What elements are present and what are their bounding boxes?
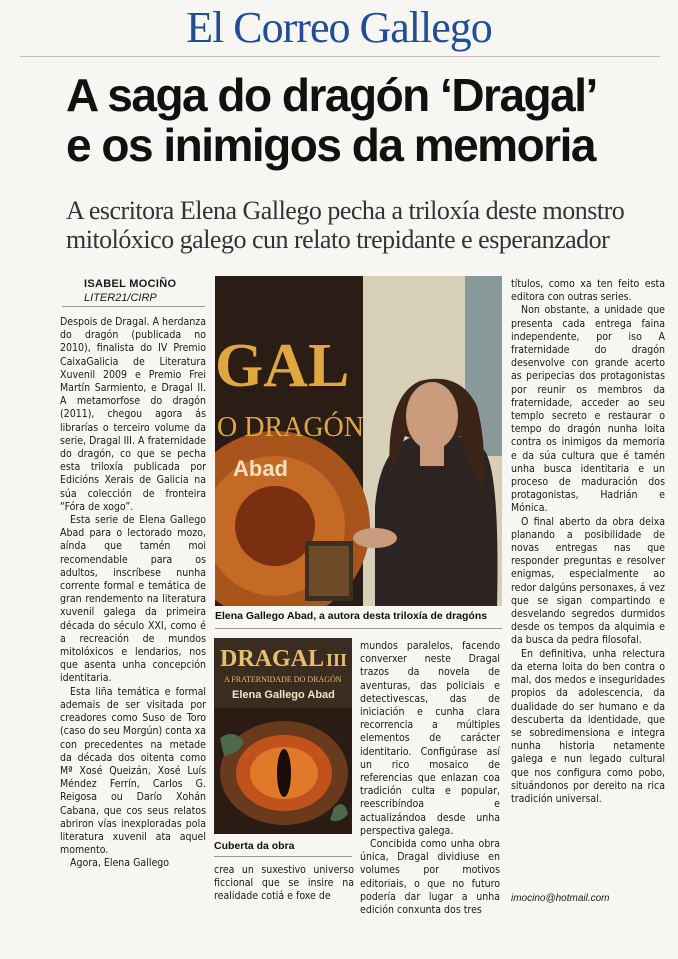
subtitle-line-1: A escritora Elena Gallego pecha a triloxía deste monstro (66, 196, 625, 225)
byline-divider (62, 306, 205, 307)
paragraph: Agora, Elena Gallego (70, 857, 170, 870)
cover-caption: Cuberta da obra (214, 840, 295, 852)
cover-subtitle: A FRATERNIDADE DO DRAGÓN (224, 675, 342, 684)
byline (84, 277, 204, 305)
byline-agency: LITER21/CIRP (84, 292, 157, 304)
cover-series: DRAGAL (220, 646, 325, 672)
paragraph: Non obstante, a unidade que presenta cada entrega faina independente, por iso A fraternidade do dragón desenvolve con grande acerto as peripecias dos protagonistas por reunir os membros da fraternidade, acceder ao seu templo secreto e restaurar o tempo do dragón nunha loita contra os inimigos da memoria e da súa cultura que é tamén unha busca identitaria e un proceso de maduración dos protagonistas, Hadrián e Mónica. (511, 304, 665, 515)
masthead-logo: El Correo Gallego (186, 3, 492, 52)
paragraph: Esta liña temática e formal ademais de ser visitada por creadores como Suso de Toro (caso do seu Morgún) conta xa con precedentes na metade da década dos oitenta como Mª Xosé Queizán, Xosé Luís Méndez Ferrín, Carlos G. Reigosa ou Darío Xohán Cabana, que cos seus relatos abriron vías inexploradas pola literatura xuvenil ata aquel momento. (60, 685, 206, 857)
caption-divider (215, 628, 502, 629)
cover-numeral: III (326, 650, 348, 670)
book-cover (214, 638, 352, 834)
headline-line-2: e os inimigos da memoria (66, 119, 595, 171)
article-column-1 (60, 316, 206, 871)
paragraph: mundos paralelos, facendo converxer neste Dragal trazos da novela de aventuras, das policiais e detectivescas, das de iniciación e cunha clara recorrencia a múltiples elementos de carácter identitario. Configúrase así un rico mosaico de referencias que enlazan coa tradición culta e popular, reescribíndoa e actualizándoa desde unha perspectiva galega. (360, 640, 500, 837)
headline-line-1: A saga do dragón ‘Dragal’ (66, 69, 597, 121)
photo-caption: Elena Gallego Abad, a autora desta triloxía de dragóns (215, 610, 488, 622)
paragraph: O final aberto da obra deixa planando a posibilidade de novas entregas nas que responder preguntas e resolver enigmas, especialmente ao redor dalgúns personaxes, á vez que se sigan compartindo e desvelando segredos durmidos desde os tempos da alquimia e da busca da pedra filosofal. (511, 515, 665, 647)
article-column-3 (511, 278, 665, 806)
paragraph: crea un suxestivo universo ficcional que se insire na realidade cotiá e foxe de (214, 864, 354, 903)
cover-caption-divider (214, 856, 352, 857)
article-column-2 (360, 640, 500, 917)
paragraph: títulos, como xa ten feito esta editora con outras series. (511, 278, 665, 304)
paragraph: En definitiva, unha relectura da eterna loita do ben contra o mal, dos medos e inseguridades propios da adolescencia, da dualidade do ser humano e da descuberta da identidade, que se sobredimensiona e integra nunha historia netamente galega e nun legado cultural que nos configura como pobo, situándonos por dereito na rica tradición universal. (511, 647, 665, 805)
banner-title: GAL (215, 332, 350, 400)
cover-author: Elena Gallego Abad (232, 689, 335, 701)
byline-author: ISABEL MOCIÑO (84, 278, 177, 290)
banner-subtitle: O DRAGÓN (217, 412, 364, 443)
book-cover-illustration (214, 638, 352, 834)
paragraph: Despois de Dragal. A herdanza do dragón (publicada no 2010), finalista do IV Premio CaixaGalicia de Literatura Xuvenil 2009 e Premio Frei Martín Sarmiento, e Dragal II. A metamorfose do dragón (2011), chegou agora ás librarías o terceiro volume da serie, Dragal III. A fraternidade do dragón, co que se pecha esta triloxía publicada por Edicións Xerais de Galicia na súa colección de fronteira “Fóra de xogo”. (60, 316, 206, 513)
paragraph: Concibida como unha obra única, Dragal dividiuse en volumes por motivos editoriais, o que no futuro podería dar lugar a unha edición conxunta dos tres (360, 838, 500, 917)
author-photo (215, 276, 502, 606)
author-email: imocino@hotmail.com (511, 893, 610, 904)
masthead-divider (20, 56, 660, 57)
subtitle-line-2: mitolóxico galego cun relato trepidante e esperanzador (66, 225, 610, 254)
banner-author: Abad (233, 456, 288, 481)
author-photo-illustration (215, 276, 502, 606)
subtitle (66, 196, 666, 254)
paragraph: Esta serie de Elena Gallego Abad para o lectorado mozo, aínda que tamén moi recomendable para os adultos, inscríbese nunha corrente formal e temática de gran rendemento na literatura xuvenil galega da primeira década do século XXI, como é a recreación de mundos mitolóxicos e lendarios, nos que asenta unha concepción identitaria. (60, 514, 206, 685)
article-column-2-top (214, 864, 354, 904)
headline (66, 70, 666, 170)
